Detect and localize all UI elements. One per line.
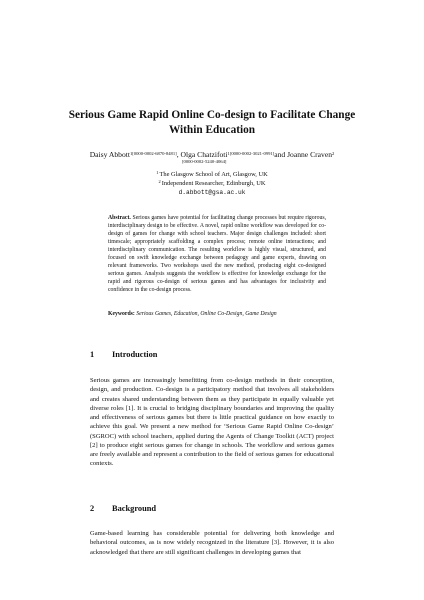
keywords — [108, 310, 326, 318]
affiliation-1 — [60, 170, 364, 179]
abstract-text: Serious games have potential for facilitating change processes but require rigorous, interdisciplinary design to be effective. A novel, rapid online workflow was developed for co-design of games for change with school teachers. Major design challenges included: short timescale; appropriately scaffolding a complex process; remote online interactions; and interdisciplinary communication. The resulting workflow is highly visual, structured, and focused on swift knowledge exchange between pedagogy and game experts, drawing on relevant frameworks. Two workshops used the new method, producing eight co-designed serious games. Analysis suggests the workflow is effective for knowledge exchange for the rapid and rigorous co-design of serious games and has advantages for inclusivity and confidence in the co-design process. — [108, 215, 327, 294]
abstract — [108, 214, 326, 294]
section-title: Introduction — [112, 350, 158, 359]
paper-title: Serious Game Rapid Online Co-design to Facilitate Change Within Education — [68, 109, 356, 136]
affiliation-2 — [60, 179, 364, 188]
author-email: d.abbott@gsa.ac.uk — [178, 189, 246, 196]
author-name-1: Daisy Abbott — [89, 150, 130, 159]
author-name-2: Olga Chatzifoti — [180, 150, 228, 159]
author-orcid-3: [0000-0002-5240-4064] — [182, 159, 227, 164]
author-affil-3: 2 — [332, 150, 335, 156]
keywords-text: Serious Games, Education, Online Co-Design, Game Design — [136, 311, 277, 317]
affiliations — [60, 170, 364, 197]
author-list: Daisy Abbott$^{1[0000-0002-6870-8481]}$, Olga Chatzifoti$^{1[0000-0002-3021-0991]}$and Joanne Craven$^2$ — [89, 150, 335, 159]
section-body-introduction — [90, 376, 334, 469]
author-name-3: and Joanne Craven — [274, 150, 332, 159]
section-number: 1 — [90, 350, 95, 359]
affiliation-1-text: The Glasgow School of Art, Glasgow, UK — [159, 171, 268, 178]
section-number: 2 — [90, 504, 95, 513]
keywords-label: Keywords: — [108, 311, 135, 317]
section-heading-introduction — [90, 350, 157, 360]
abstract-label: Abstract. — [108, 215, 131, 221]
section-body-background — [90, 529, 334, 557]
section-heading-background — [90, 504, 156, 514]
affiliation-1-marker: 1 — [156, 170, 159, 175]
author-orcid-2: 1[0000-0002-3021-0991] — [227, 150, 275, 156]
affiliation-2-text: Independent Researcher, Edinburgh, UK — [161, 180, 266, 187]
affiliation-2-marker: 2 — [158, 179, 161, 184]
section-title: Background — [112, 504, 157, 513]
paragraph: Game-based learning has considerable potential for delivering both knowledge and behavioral outcomes, as is now widely recognized in the literature [3]. However, it is also acknowledged that there are still significant challenges in developing games that — [90, 530, 334, 556]
author-orcid-1: 1[0000-0002-6870-8481] — [129, 150, 177, 156]
paragraph: Serious games are increasingly benefitting from co-design methods in their conception, design, and production. Co-design is a participatory method that involves all stakeholders and creates shared understanding between them as they participate in equally valuable yet diverse roles [1]. It is crucial to bridging disciplinary boundaries and improving the quality and effectiveness of serious games but there is little practical guidance on how exactly to achieve this goal. We present a new method for ‘Serious Game Rapid Online Co-design’ (SGROC) with school teachers, applied during the Agents of Change Toolkit (ACT) project [2] to produce eight serious games for change in schools. The workflow and serious games are freely available and represent a contribution to the field of serious games for educational contexts. — [90, 377, 334, 468]
